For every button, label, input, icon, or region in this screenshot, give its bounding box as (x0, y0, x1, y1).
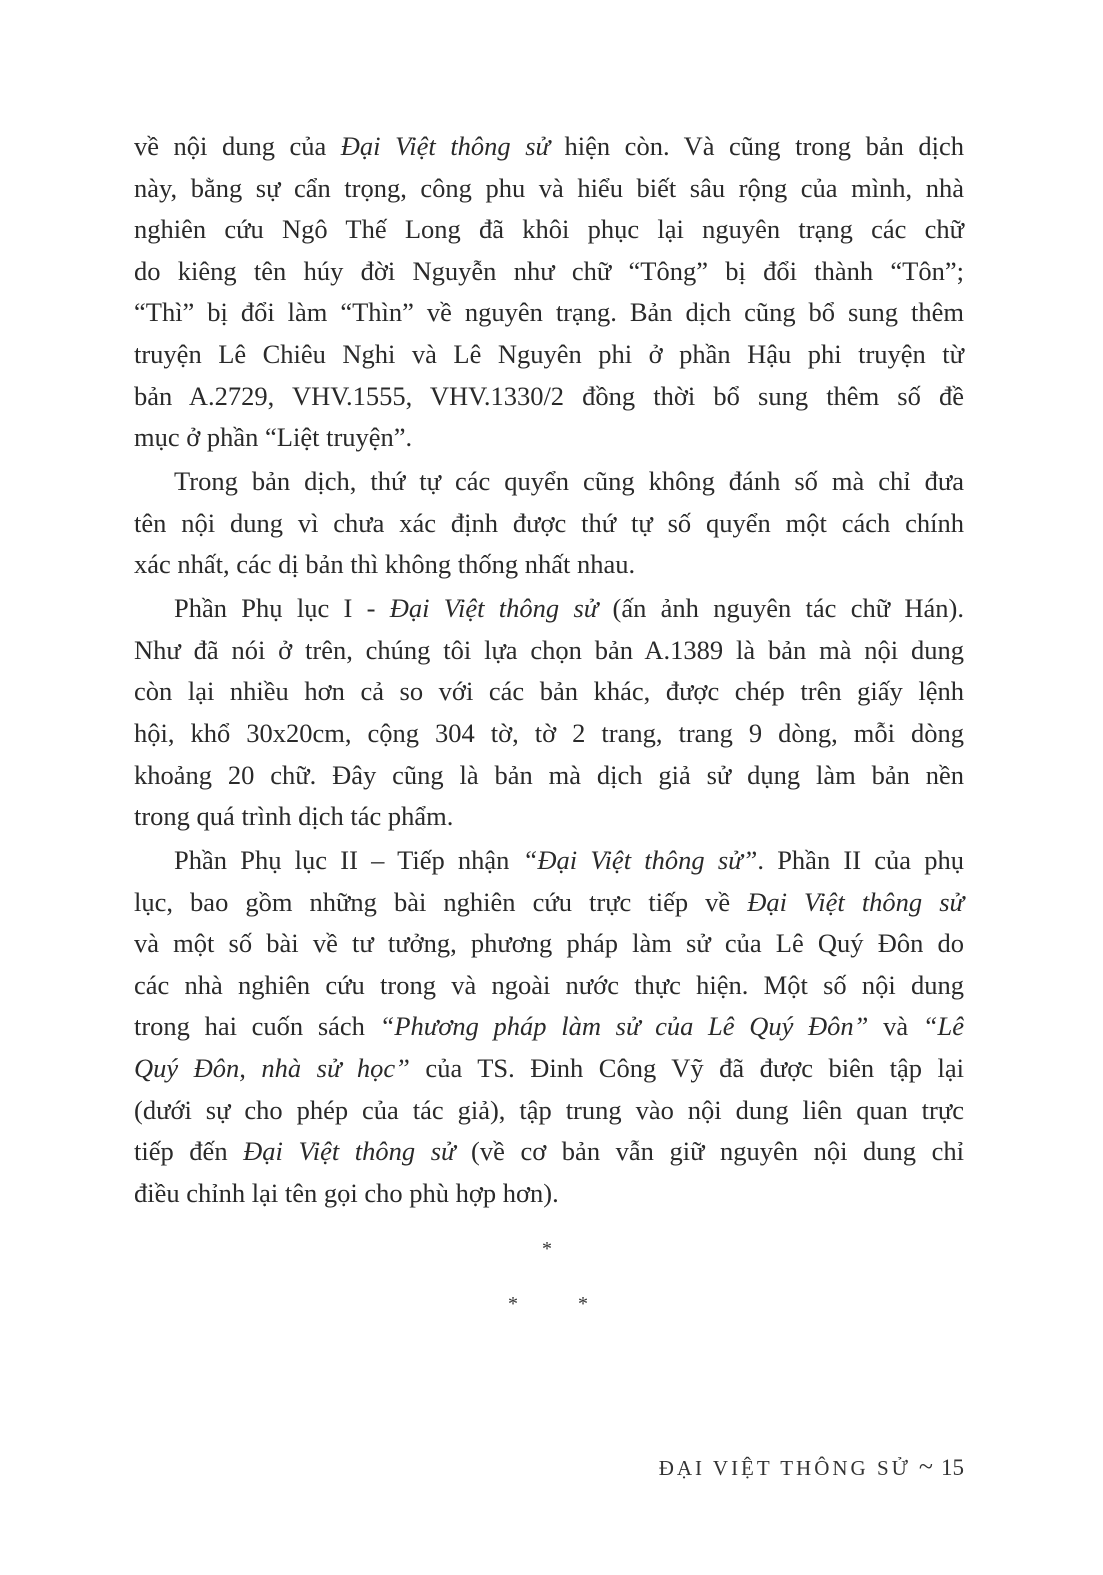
text-line (134, 671, 964, 713)
text-run: khoảng 20 chữ. Đây cũng là bản mà dịch giả sử dụng làm bản nền (134, 759, 964, 790)
text-line (134, 796, 964, 838)
text-run: điều chỉnh lại tên gọi cho phù hợp hơn). (134, 1177, 559, 1208)
text-line (134, 755, 964, 797)
text-run: Phần Phụ lục I - (174, 593, 390, 624)
text-run: Trong bản dịch, thứ tự các quyển cũng không đánh số mà chỉ đưa (174, 466, 964, 497)
text-line (134, 292, 964, 334)
page-number: 15 (941, 1455, 964, 1480)
text-run: mục ở phần “Liệt truyện”. (134, 422, 413, 453)
text-line (134, 1048, 964, 1090)
text-run: truyện Lê Chiêu Nghi và Lê Nguyên phi ở phần Hậu phi truyện từ (134, 338, 964, 369)
text-run: (dưới sự cho phép của tác giả), tập trung vào nội dung liên quan trực (134, 1094, 964, 1125)
paragraph (134, 461, 964, 586)
text-run: trong quá trình dịch tác phẩm. (134, 801, 454, 832)
text-line (134, 1173, 964, 1215)
text-run: bản A.2729, VHV.1555, VHV.1330/2 đồng thời bổ sung thêm số đề (134, 380, 964, 411)
page-footer (659, 1452, 964, 1482)
text-run: Như đã nói ở trên, chúng tôi lựa chọn bản A.1389 là bản mà nội dung (134, 634, 964, 665)
text-run: hiện còn. Và cũng trong bản dịch (549, 131, 964, 161)
section-ornament-star: * (508, 1293, 518, 1315)
italic-title-text: Quý Đôn, nhà sử học” (134, 1052, 410, 1083)
italic-title-text: Đại Việt thông sử (389, 593, 599, 624)
text-line (134, 209, 964, 251)
text-run: trong hai cuốn sách (134, 1011, 380, 1042)
text-line (134, 376, 964, 418)
text-run: và một số bài về tư tưởng, phương pháp làm sử của Lê Quý Đôn do (134, 928, 964, 959)
text-line (134, 126, 964, 168)
text-line (134, 168, 964, 210)
text-run: còn lại nhiều hơn cả so với các bản khác, được chép trên giấy lệnh (134, 676, 964, 707)
text-line (134, 965, 964, 1007)
text-line (134, 334, 964, 376)
paragraph (134, 588, 964, 838)
text-line (134, 923, 964, 965)
text-line (134, 588, 964, 630)
text-run: (ấn ảnh nguyên tác chữ Hán). (598, 593, 964, 624)
italic-title-text: Đại Việt thông sử (243, 1136, 456, 1167)
text-run: tiếp đến (134, 1136, 244, 1167)
paragraph (134, 840, 964, 1214)
text-run: xác nhất, các dị bản thì không thống nhất nhau. (134, 549, 636, 580)
text-line (134, 503, 964, 545)
text-line (134, 840, 964, 882)
text-line (134, 1006, 964, 1048)
text-run: nghiên cứu Ngô Thế Long đã khôi phục lại nguyên trạng các chữ (134, 214, 964, 245)
text-run: của TS. Đinh Công Vỹ đã được biên tập lại (409, 1052, 964, 1083)
text-line (134, 461, 964, 503)
text-run: . Phần II của phụ (757, 844, 964, 875)
body-text (134, 126, 964, 1217)
italic-title-text: Đại Việt thông sử (747, 886, 965, 917)
text-line (134, 544, 964, 586)
text-line (134, 882, 964, 924)
text-run: (về cơ bản vẫn giữ nguyên nội dung chỉ (455, 1136, 964, 1167)
italic-title-text: “Lê (922, 1011, 964, 1042)
text-line (134, 417, 964, 459)
text-line (134, 1131, 964, 1173)
italic-title-text: “Phương pháp làm sử của Lê Quý Đôn” (379, 1011, 869, 1042)
text-run: hội, khổ 30x20cm, cộng 304 tờ, tờ 2 trang, trang 9 dòng, mỗi dòng (134, 717, 964, 748)
text-run: Phần Phụ lục II – Tiếp nhận (174, 844, 523, 875)
text-line (134, 713, 964, 755)
text-run: và (868, 1011, 923, 1042)
italic-title-text: Đại Việt thông sử (340, 131, 550, 161)
text-run: do kiêng tên húy đời Nguyễn như chữ “Tông” bị đổi thành “Tôn”; (134, 255, 964, 286)
text-run: lục, bao gồm những bài nghiên cứu trực tiếp về (134, 886, 748, 917)
italic-title-text: “Đại Việt thông sử” (522, 844, 758, 875)
text-run: về nội dung của (134, 131, 341, 161)
text-line (134, 251, 964, 293)
section-ornament-star: * (578, 1293, 588, 1315)
text-run: “Thì” bị đổi làm “Thìn” về nguyên trạng. Bản dịch cũng bổ sung thêm (134, 297, 964, 328)
footer-separator: ~ (918, 1452, 933, 1481)
text-line (134, 630, 964, 672)
running-title: ĐẠI VIỆT THÔNG SỬ (658, 1456, 911, 1480)
text-line (134, 1090, 964, 1132)
section-ornament-star: * (542, 1238, 552, 1260)
paragraph (134, 126, 964, 459)
text-run: này, bằng sự cẩn trọng, công phu và hiểu biết sâu rộng của mình, nhà (134, 172, 964, 203)
text-run: tên nội dung vì chưa xác định được thứ tự số quyển một cách chính (134, 507, 964, 538)
text-run: các nhà nghiên cứu trong và ngoài nước thực hiện. Một số nội dung (134, 969, 964, 1000)
